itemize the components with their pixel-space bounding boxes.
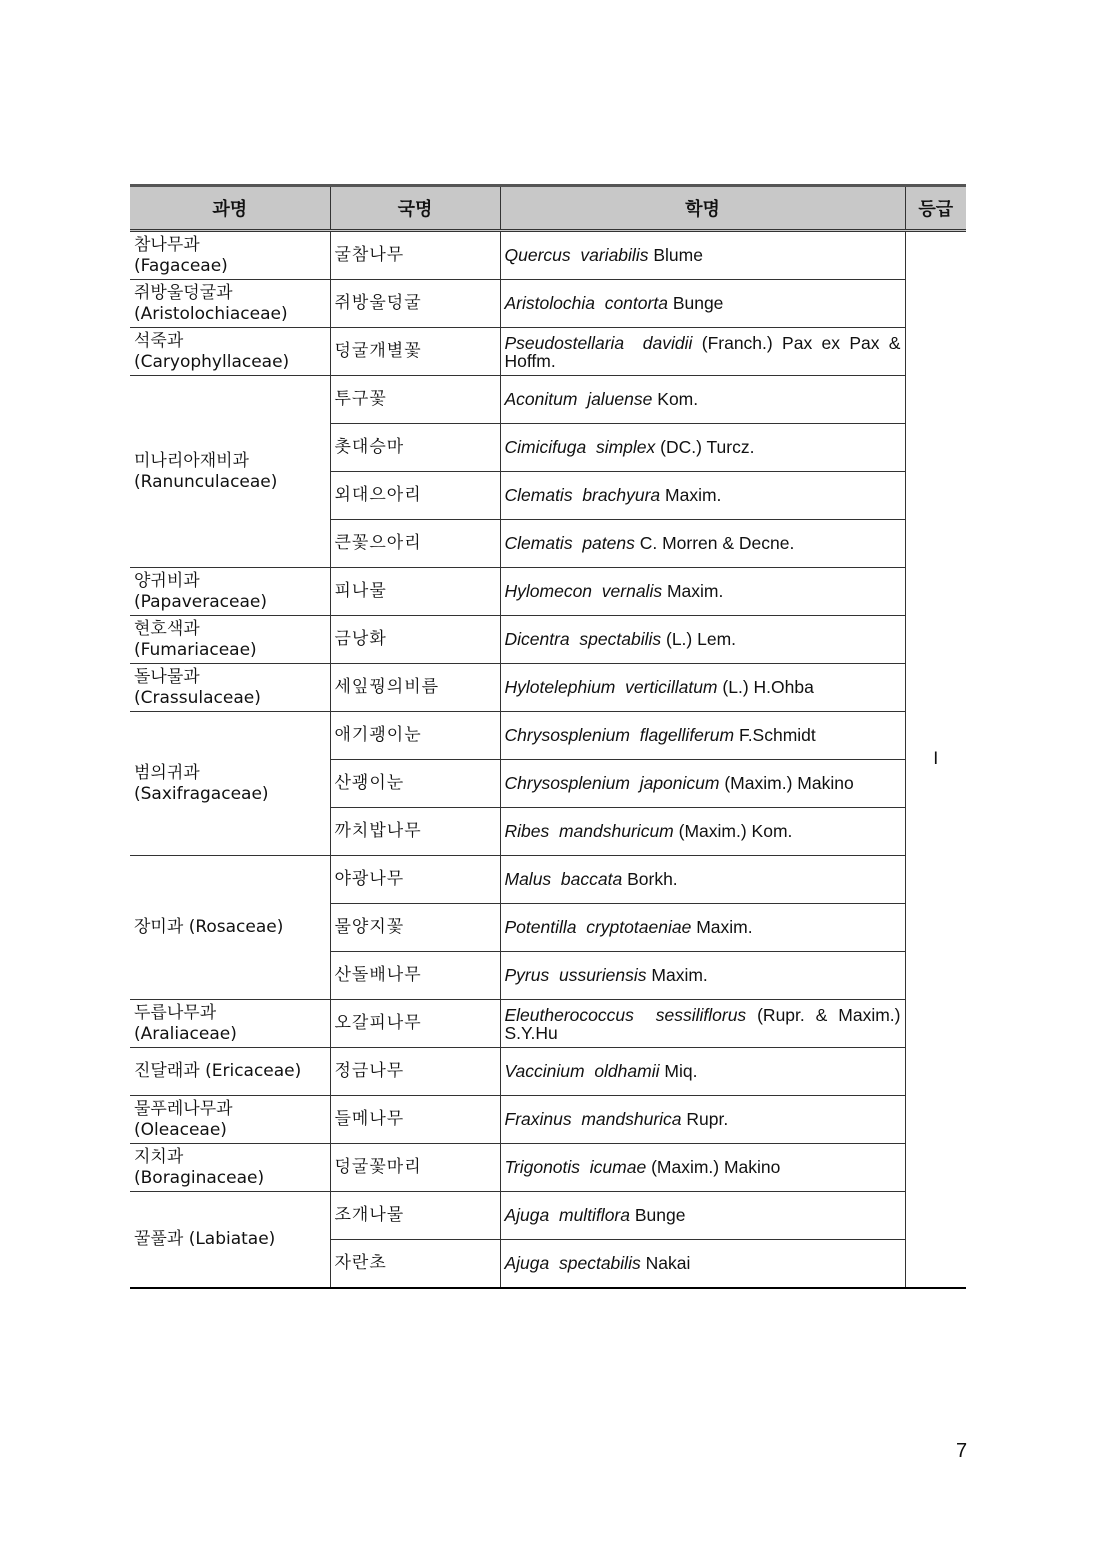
scientific-name: Ribes mandshuricum (Maxim.) Kom. [500,808,905,856]
korean-name: 정금나무 [330,1048,500,1096]
scientific-name: Ajuga spectabilis Nakai [500,1240,905,1289]
scientific-name: Hylotelephium verticillatum (L.) H.Ohba [500,664,905,712]
header-row [130,186,966,231]
family-cell: 미나리아재비과 (Ranunculaceae) [130,376,330,568]
korean-name: 산괭이눈 [330,760,500,808]
family-cell: 장미과 (Rosaceae) [130,856,330,1000]
family-cell: 지치과 (Boraginaceae) [130,1144,330,1192]
table-row [130,568,966,616]
header-grade: 등급 [905,186,966,231]
korean-name: 자란초 [330,1240,500,1289]
korean-name: 투구꽃 [330,376,500,424]
scientific-name: Hylomecon vernalis Maxim. [500,568,905,616]
korean-name: 덩굴꽃마리 [330,1144,500,1192]
table-row [130,856,966,904]
scientific-name: Aconitum jaluense Kom. [500,376,905,424]
korean-name: 큰꽃으아리 [330,520,500,568]
scientific-name: Trigonotis icumae (Maxim.) Makino [500,1144,905,1192]
page-number: 7 [956,1440,968,1462]
family-cell: 돌나물과 (Crassulaceae) [130,664,330,712]
scientific-name: Vaccinium oldhamii Miq. [500,1048,905,1096]
species-table [130,184,966,1289]
table-row [130,616,966,664]
scientific-name: Aristolochia contorta Bunge [500,280,905,328]
family-cell: 참나무과 (Fagaceae) [130,231,330,280]
korean-name: 굴참나무 [330,231,500,280]
scientific-name: Pyrus ussuriensis Maxim. [500,952,905,1000]
korean-name: 들메나무 [330,1096,500,1144]
korean-name: 외대으아리 [330,472,500,520]
family-cell: 두릅나무과 (Araliaceae) [130,1000,330,1048]
korean-name: 산돌배나무 [330,952,500,1000]
family-cell: 양귀비과 (Papaveraceae) [130,568,330,616]
scientific-name: Potentilla cryptotaeniae Maxim. [500,904,905,952]
table-row [130,1192,966,1240]
korean-name: 야광나무 [330,856,500,904]
scientific-name: Eleutherococcus sessiliflorus (Rupr. & Maxim.) S.Y.Hu [500,1000,905,1048]
scientific-name: Chrysosplenium flagelliferum F.Schmidt [500,712,905,760]
korean-name: 덩굴개별꽃 [330,328,500,376]
scientific-name: Pseudostellaria davidii (Franch.) Pax ex Pax & Hoffm. [500,328,905,376]
header-korean-name: 국명 [330,186,500,231]
family-cell: 진달래과 (Ericaceae) [130,1048,330,1096]
korean-name: 쥐방울덩굴 [330,280,500,328]
header-scientific-name: 학명 [500,186,905,231]
korean-name: 금낭화 [330,616,500,664]
table-row [130,328,966,376]
korean-name: 세잎꿩의비름 [330,664,500,712]
korean-name: 촛대승마 [330,424,500,472]
table-row [130,1096,966,1144]
family-cell: 현호색과 (Fumariaceae) [130,616,330,664]
scientific-name: Ajuga multiflora Bunge [500,1192,905,1240]
family-cell: 물푸레나무과 (Oleaceae) [130,1096,330,1144]
korean-name: 까치밥나무 [330,808,500,856]
korean-name: 오갈피나무 [330,1000,500,1048]
family-cell: 석죽과 (Caryophyllaceae) [130,328,330,376]
grade-cell: I [905,231,966,1289]
scientific-name: Cimicifuga simplex (DC.) Turcz. [500,424,905,472]
table-row [130,1048,966,1096]
korean-name: 조개나물 [330,1192,500,1240]
header-family: 과명 [130,186,330,231]
scientific-name: Clematis brachyura Maxim. [500,472,905,520]
family-cell: 꿀풀과 (Labiatae) [130,1192,330,1289]
scientific-name: Chrysosplenium japonicum (Maxim.) Makino [500,760,905,808]
korean-name: 애기괭이눈 [330,712,500,760]
family-cell: 범의귀과 (Saxifragaceae) [130,712,330,856]
scientific-name: Clematis patens C. Morren & Decne. [500,520,905,568]
scientific-name: Malus baccata Borkh. [500,856,905,904]
table-row [130,664,966,712]
table-row [130,280,966,328]
scientific-name: Dicentra spectabilis (L.) Lem. [500,616,905,664]
family-cell: 쥐방울덩굴과 (Aristolochiaceae) [130,280,330,328]
korean-name: 물양지꽃 [330,904,500,952]
table-row [130,1144,966,1192]
table-row [130,1000,966,1048]
korean-name: 피나물 [330,568,500,616]
scientific-name: Fraxinus mandshurica Rupr. [500,1096,905,1144]
table-row [130,231,966,280]
table-row [130,712,966,760]
scientific-name: Quercus variabilis Blume [500,231,905,280]
table-row [130,376,966,424]
